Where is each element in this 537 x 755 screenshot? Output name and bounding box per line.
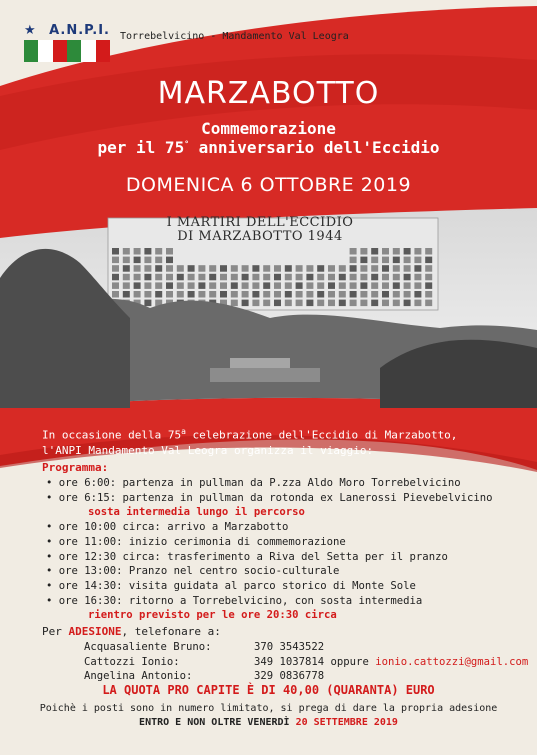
- portrait-thumbnail: [166, 274, 173, 281]
- portrait-thumbnail: [263, 274, 270, 281]
- portrait-thumbnail: [371, 257, 378, 264]
- portrait-thumbnail: [242, 274, 249, 281]
- portrait-thumbnail: [382, 274, 389, 281]
- contact-list: [84, 640, 528, 684]
- portrait-thumbnail: [296, 265, 303, 272]
- portrait-thumbnail: [144, 300, 151, 307]
- portrait-thumbnail: [220, 291, 227, 298]
- portrait-thumbnail: [414, 300, 421, 307]
- portrait-thumbnail: [177, 282, 184, 289]
- program-item: [46, 550, 526, 565]
- portrait-thumbnail: [350, 248, 357, 255]
- program-item: [46, 535, 526, 550]
- portrait-thumbnail: [382, 257, 389, 264]
- portrait-thumbnail: [339, 282, 346, 289]
- portrait-thumbnail: [209, 291, 216, 298]
- portrait-thumbnail: [155, 282, 162, 289]
- portrait-thumbnail: [296, 300, 303, 307]
- portrait-thumbnail: [144, 282, 151, 289]
- portrait-thumbnail: [198, 274, 205, 281]
- portrait-thumbnail: [123, 257, 130, 264]
- portrait-thumbnail: [274, 300, 281, 307]
- portrait-thumbnail: [350, 291, 357, 298]
- memorial-inscription: I MARTIRI DELL'ECCIDIO DI MARZABOTTO 1944: [166, 215, 354, 244]
- anpi-logo: [24, 24, 110, 64]
- event-subtitle-1: Commemorazione: [201, 119, 336, 138]
- contact-email[interactable]: ionio.cattozzi@gmail.com: [375, 655, 529, 668]
- portrait-thumbnail: [231, 274, 238, 281]
- portrait-thumbnail: [317, 282, 324, 289]
- portrait-thumbnail: [339, 265, 346, 272]
- portrait-thumbnail: [188, 291, 195, 298]
- portrait-thumbnail: [134, 257, 141, 264]
- portrait-thumbnail: [371, 300, 378, 307]
- portrait-thumbnail: [123, 274, 130, 281]
- program-item-text: ore 6:00: partenza in pullman da P.zza Aldo Moro Torrebelvicino: [58, 477, 461, 489]
- portrait-thumbnail: [134, 282, 141, 289]
- portrait-thumbnail: [242, 291, 249, 298]
- portrait-thumbnail: [296, 282, 303, 289]
- portrait-thumbnail: [328, 282, 335, 289]
- portrait-thumbnail: [112, 282, 119, 289]
- portrait-thumbnail: [112, 274, 119, 281]
- portrait-thumbnail: [188, 265, 195, 272]
- bullet-icon: •: [46, 535, 59, 548]
- portrait-thumbnail: [425, 265, 432, 272]
- portrait-thumbnail: [166, 291, 173, 298]
- portrait-thumbnail: [220, 265, 227, 272]
- portrait-thumbnail: [414, 274, 421, 281]
- portrait-thumbnail: [155, 257, 162, 264]
- italian-flag-icon: [24, 40, 110, 62]
- portrait-thumbnail: [112, 257, 119, 264]
- portrait-thumbnail: [317, 274, 324, 281]
- program-item-text: ore 14:30: visita guidata al parco storico di Monte Sole: [58, 579, 416, 592]
- portrait-thumbnail: [263, 300, 270, 307]
- portrait-thumbnail: [360, 274, 367, 281]
- contact-or: oppure: [324, 655, 376, 668]
- portrait-thumbnail: [360, 282, 367, 289]
- portrait-thumbnail: [393, 291, 400, 298]
- portrait-thumbnail: [404, 282, 411, 289]
- portrait-thumbnail: [231, 282, 238, 289]
- portrait-thumbnail: [414, 291, 421, 298]
- portrait-thumbnail: [274, 291, 281, 298]
- portrait-thumbnail: [198, 291, 205, 298]
- portrait-thumbnail: [382, 265, 389, 272]
- portrait-thumbnail: [252, 282, 259, 289]
- portrait-thumbnail: [198, 265, 205, 272]
- portrait-thumbnail: [134, 291, 141, 298]
- portrait-thumbnail: [134, 248, 141, 255]
- program-item-text: ore 16:30: ritorno a Torrebelvicino, con sosta intermedia: [58, 594, 423, 607]
- contact-row: [84, 669, 528, 684]
- portrait-thumbnail: [382, 282, 389, 289]
- bullet-icon: •: [46, 594, 59, 607]
- portrait-thumbnail: [231, 291, 238, 298]
- portrait-thumbnail: [231, 265, 238, 272]
- portrait-thumbnail: [306, 282, 313, 289]
- portrait-thumbnail: [263, 265, 270, 272]
- portrait-thumbnail: [306, 274, 313, 281]
- portrait-thumbnail: [360, 265, 367, 272]
- portrait-thumbnail: [425, 291, 432, 298]
- portrait-thumbnail: [339, 274, 346, 281]
- event-subtitle-2: per il 75° anniversario dell'Eccidio: [97, 138, 440, 157]
- program-item: [46, 491, 526, 506]
- portrait-thumbnail: [155, 291, 162, 298]
- portrait-thumbnail: [220, 282, 227, 289]
- portrait-thumbnail: [252, 265, 259, 272]
- portrait-thumbnail: [285, 291, 292, 298]
- portrait-thumbnail: [414, 257, 421, 264]
- bullet-icon: •: [46, 565, 59, 578]
- portrait-thumbnail: [393, 257, 400, 264]
- portrait-thumbnail: [112, 265, 119, 272]
- portrait-thumbnail: [188, 274, 195, 281]
- portrait-thumbnail: [328, 274, 335, 281]
- contact-name: Angelina Antonio:: [84, 670, 193, 682]
- program-item: [46, 564, 526, 579]
- portrait-thumbnail: [414, 248, 421, 255]
- event-date: DOMENICA 6 OTTOBRE 2019: [125, 174, 412, 196]
- portrait-thumbnail: [144, 265, 151, 272]
- portrait-thumbnail: [209, 265, 216, 272]
- contact-phone[interactable]: 349 1037814: [254, 655, 325, 668]
- portrait-thumbnail: [274, 282, 281, 289]
- program-item: [46, 476, 526, 491]
- portrait-thumbnail: [404, 300, 411, 307]
- portrait-thumbnail: [382, 300, 389, 307]
- program-item-note: sosta intermedia lungo il percorso: [88, 506, 305, 519]
- program-label: Programma:: [42, 461, 109, 474]
- portrait-thumbnail: [404, 257, 411, 264]
- program-item-note: rientro previsto per le ore 20:30 circa: [88, 609, 337, 622]
- portrait-thumbnail: [177, 274, 184, 281]
- portrait-thumbnail: [382, 291, 389, 298]
- bullet-icon: •: [46, 579, 59, 592]
- program-item-text: ore 12:30 circa: trasferimento a Riva del Setta per il pranzo: [58, 550, 448, 563]
- portrait-thumbnail: [306, 265, 313, 272]
- portrait-thumbnail: [328, 291, 335, 298]
- portrait-thumbnail: [220, 274, 227, 281]
- contact-row: [84, 655, 528, 670]
- price-notice: LA QUOTA PRO CAPITE È DI 40,00 (QUARANTA) EURO: [102, 683, 435, 697]
- portrait-thumbnail: [371, 282, 378, 289]
- organization-subtitle: Torrebelvicino - Mandamento Val Leogra: [120, 31, 349, 42]
- program-item-text: ore 10:00 circa: arrivo a Marzabotto: [58, 521, 289, 534]
- contact-row: [84, 640, 528, 655]
- portrait-thumbnail: [166, 257, 173, 264]
- portrait-thumbnail: [177, 291, 184, 298]
- portrait-thumbnail: [285, 265, 292, 272]
- bullet-icon: •: [46, 550, 59, 563]
- portrait-thumbnail: [393, 274, 400, 281]
- logo-text: A.N.P.I.: [49, 23, 110, 38]
- portrait-thumbnail: [274, 265, 281, 272]
- portrait-thumbnail: [350, 282, 357, 289]
- portrait-thumbnail: [155, 248, 162, 255]
- portrait-thumbnail: [350, 257, 357, 264]
- portrait-thumbnail: [339, 300, 346, 307]
- portrait-thumbnail: [209, 274, 216, 281]
- portrait-thumbnail: [317, 291, 324, 298]
- portrait-thumbnail: [360, 257, 367, 264]
- portrait-thumbnail: [296, 291, 303, 298]
- portrait-thumbnail: [371, 248, 378, 255]
- portrait-thumbnail: [166, 265, 173, 272]
- program-item: [46, 594, 526, 609]
- bullet-icon: •: [46, 491, 59, 504]
- portrait-thumbnail: [393, 282, 400, 289]
- program-list: [46, 476, 526, 623]
- footer-note: Poichè i posti sono in numero limitato, si prega di dare la propria adesione: [39, 703, 498, 714]
- portrait-thumbnail: [371, 265, 378, 272]
- portrait-thumbnail: [134, 274, 141, 281]
- portrait-thumbnail: [263, 282, 270, 289]
- portrait-thumbnail: [328, 300, 335, 307]
- portrait-thumbnail: [360, 300, 367, 307]
- portrait-thumbnail: [404, 265, 411, 272]
- portrait-thumbnail: [317, 265, 324, 272]
- contact-phone[interactable]: 370 3543522: [254, 641, 325, 653]
- program-item: [46, 520, 526, 535]
- portrait-thumbnail: [328, 265, 335, 272]
- portrait-thumbnail: [252, 291, 259, 298]
- portrait-thumbnail: [144, 257, 151, 264]
- portrait-thumbnail: [123, 291, 130, 298]
- portrait-thumbnail: [393, 265, 400, 272]
- portrait-thumbnail: [134, 265, 141, 272]
- portrait-thumbnail: [404, 248, 411, 255]
- portrait-thumbnail: [425, 300, 432, 307]
- portrait-thumbnail: [306, 300, 313, 307]
- portrait-thumbnail: [123, 265, 130, 272]
- portrait-thumbnail: [155, 274, 162, 281]
- portrait-thumbnail: [144, 248, 151, 255]
- bullet-icon: •: [46, 521, 59, 534]
- portrait-thumbnail: [242, 282, 249, 289]
- portrait-thumbnail: [393, 248, 400, 255]
- portrait-thumbnail: [350, 300, 357, 307]
- portrait-thumbnail: [285, 274, 292, 281]
- portrait-thumbnail: [166, 282, 173, 289]
- portrait-thumbnail: [144, 274, 151, 281]
- portrait-thumbnail: [296, 274, 303, 281]
- portrait-thumbnail: [425, 248, 432, 255]
- portrait-thumbnail: [252, 274, 259, 281]
- star-icon: ★: [24, 23, 36, 38]
- portrait-thumbnail: [123, 282, 130, 289]
- portrait-thumbnail: [155, 265, 162, 272]
- portrait-thumbnail: [371, 291, 378, 298]
- portrait-thumbnail: [177, 265, 184, 272]
- bullet-icon: •: [46, 477, 59, 489]
- portrait-thumbnail: [360, 248, 367, 255]
- portrait-thumbnail: [425, 274, 432, 281]
- portrait-thumbnail: [252, 300, 259, 307]
- portrait-thumbnail: [425, 257, 432, 264]
- portrait-thumbnail: [317, 300, 324, 307]
- portrait-thumbnail: [209, 282, 216, 289]
- portrait-thumbnail: [306, 291, 313, 298]
- portrait-thumbnail: [123, 248, 130, 255]
- intro-text: In occasione della 75$^a$ celebrazione dell'Eccidio di Marzabotto, l'ANPI Mandamento Val Leogra organizza il viaggio:: [42, 427, 458, 457]
- contact-name: Acquasaliente Bruno:: [84, 641, 212, 653]
- portrait-thumbnail: [425, 282, 432, 289]
- portrait-thumbnail: [350, 265, 357, 272]
- program-item-text: ore 13:00: Pranzo nel centro socio-culturale: [58, 565, 340, 578]
- portrait-thumbnail: [382, 248, 389, 255]
- portrait-thumbnail: [393, 300, 400, 307]
- portrait-thumbnail: [339, 291, 346, 298]
- program-item: [46, 579, 526, 594]
- portrait-thumbnail: [242, 300, 249, 307]
- portrait-thumbnail: [112, 291, 119, 298]
- portrait-thumbnail: [350, 274, 357, 281]
- portrait-thumbnail: [414, 265, 421, 272]
- contact-phone[interactable]: 329 0836778: [254, 670, 325, 682]
- event-title: MARZABOTTO: [157, 76, 380, 111]
- program-item-text: ore 6:15: partenza in pullman da rotonda ex Lanerossi Pievebelvicino: [58, 491, 493, 504]
- portrait-thumbnail: [371, 274, 378, 281]
- portrait-thumbnail: [414, 282, 421, 289]
- portrait-thumbnail: [285, 282, 292, 289]
- portrait-thumbnail: [144, 291, 151, 298]
- adesione-line: Per ADESIONE, telefonare a:: [42, 625, 221, 638]
- portrait-thumbnail: [231, 300, 238, 307]
- program-item-text: ore 11:00: inizio cerimonia di commemorazione: [58, 535, 346, 548]
- contact-name: Cattozzi Ionio:: [84, 655, 180, 668]
- portrait-thumbnail: [360, 291, 367, 298]
- portrait-thumbnail: [404, 291, 411, 298]
- portrait-thumbnail: [263, 291, 270, 298]
- portrait-thumbnail: [242, 265, 249, 272]
- portrait-thumbnail: [112, 248, 119, 255]
- portrait-thumbnail: [404, 274, 411, 281]
- portrait-thumbnail: [274, 274, 281, 281]
- portrait-thumbnail: [188, 282, 195, 289]
- portrait-thumbnail: [198, 282, 205, 289]
- portrait-thumbnail: [285, 300, 292, 307]
- portrait-thumbnail: [166, 248, 173, 255]
- deadline-note: ENTRO E NON OLTRE VENERDÌ 20 SETTEMBRE 2019: [139, 717, 398, 728]
